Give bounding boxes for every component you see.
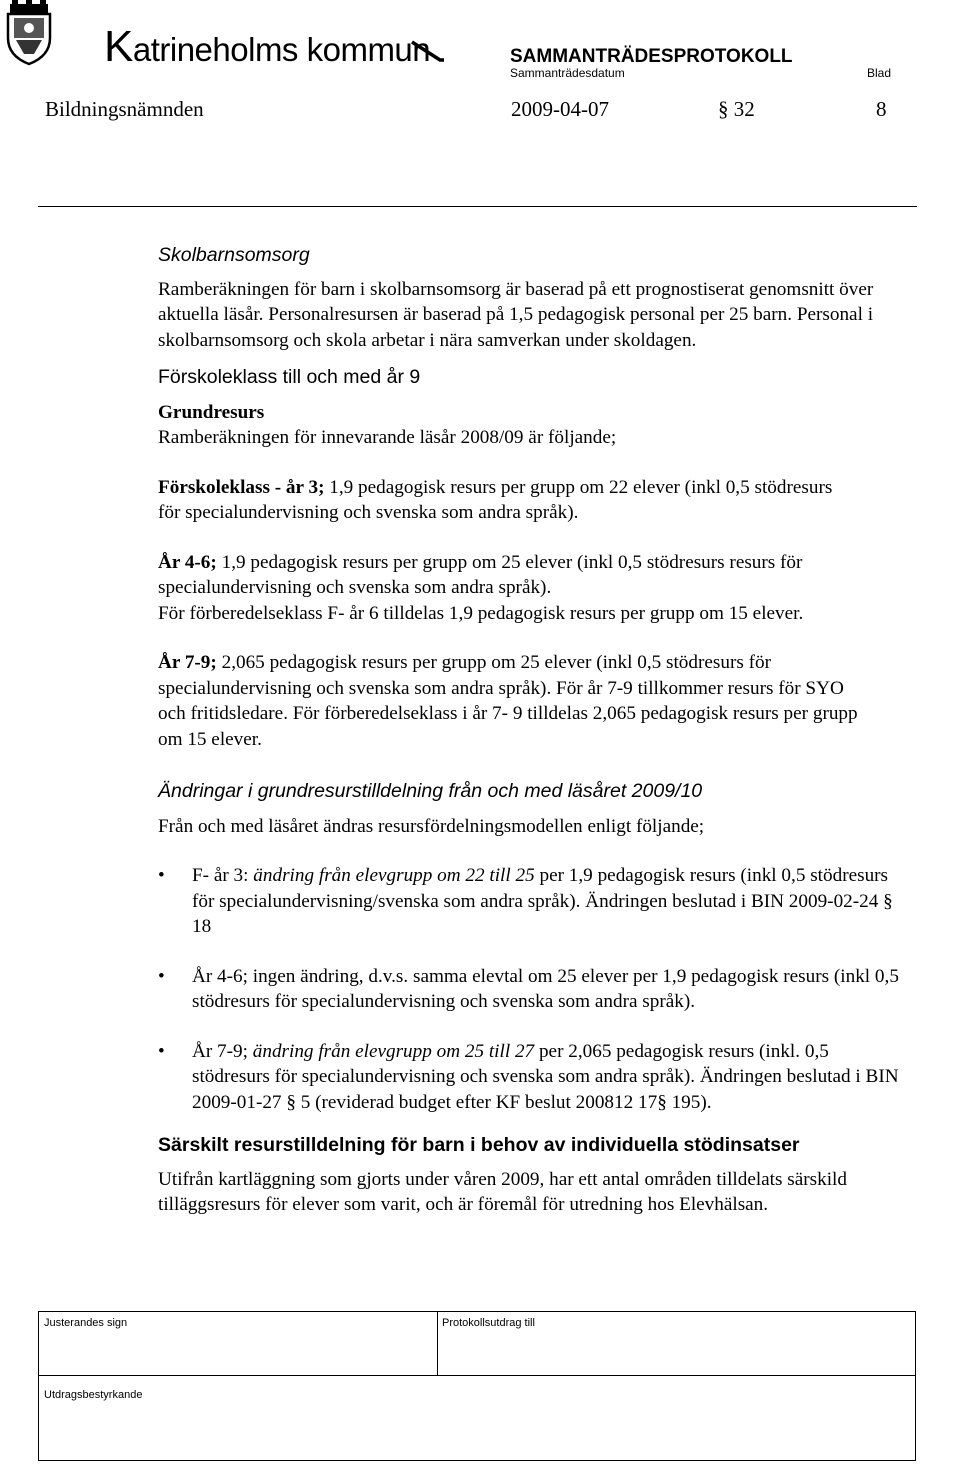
- header-divider: [38, 206, 917, 207]
- paragraph-forberedelseklass-f6: För förberedelseklass F- år 6 tilldelas 1,9 pedagogisk resurs per grupp om 15 elever.: [158, 602, 804, 624]
- signature-box-row-divider: [38, 1375, 916, 1376]
- page-label: Blad: [867, 66, 892, 80]
- justerandes-sign-label: Justerandes sign: [44, 1317, 128, 1329]
- municipal-coat-of-arms-logo: [4, 0, 54, 66]
- paragraph-andringar-intro: Från och med läsåret ändras resursfördelningsmodellen enligt följande;: [158, 815, 705, 837]
- heading-skolbarnsomsorg: Skolbarnsomsorg: [158, 244, 310, 266]
- committee-name: Bildningsnämnden: [45, 97, 204, 121]
- heading-forskoleklass: Förskoleklass till och med år 9: [158, 366, 421, 388]
- paragraph-number: § 32: [718, 97, 755, 121]
- list-item: • År 4-6; ingen ändring, d.v.s. samma elevtal om 25 elever per 1,9 pedagogisk resurs (inkl 0,5 stödresurs för specialundervisning och svenska som andra språk).: [158, 964, 908, 1015]
- paragraph-ar7-9: År 7-9; 2,065 pedagogisk resurs per grupp om 25 elever (inkl 0,5 stödresurs för specialundervisning och svenska som andra språk). För år 7-9 tillkommer resurs för SYO och fritidsledare. För förberedelseklass i år 7- 9 tilldelas 2,065 pedagogisk resurs per grupp om 15 elever.: [158, 652, 858, 750]
- subheading-grundresurs: Grundresurs: [158, 401, 265, 423]
- organization-name: Katrineholms kommun: [104, 22, 431, 71]
- heading-sarskilt-resurstilldelning: Särskilt resurstilldelning för barn i behov av individuella stödinsatser: [158, 1134, 800, 1156]
- document-type-title: SAMMANTRÄDESPROTOKOLL: [510, 46, 793, 67]
- signature-box: [38, 1311, 916, 1461]
- paragraph-sarskilt: Utifrån kartläggning som gjorts under våren 2009, har ett antal områden tilldelats särskild tilläggsresurs för elever som varit, och är föremål för utredning hos Elevhälsan.: [158, 1168, 847, 1215]
- meeting-date: 2009-04-07: [511, 97, 609, 121]
- utdragsbestyrkande-label: Utdragsbestyrkande: [44, 1389, 143, 1401]
- paragraph-forskoleklass-ar3: Förskoleklass - år 3; 1,9 pedagogisk resurs per grupp om 22 elever (inkl 0,5 stödresurs för specialundervisning och svenska som andra språk).: [158, 476, 833, 523]
- heading-andringar: Ändringar i grundresurstilldelning från och med läsåret 2009/10: [158, 780, 703, 802]
- protokollsutdrag-label: Protokollsutdrag till: [442, 1317, 535, 1329]
- logo-swoosh-mark: [410, 40, 446, 64]
- signature-box-divider: [437, 1311, 438, 1375]
- list-item: • F- år 3: ändring från elevgrupp om 22 till 25 per 1,9 pedagogisk resurs (inkl 0,5 stödresurs för specialundervisning/svenska som andra språk). Ändringen beslutad i BIN 2009-02-24 § 18: [158, 863, 908, 940]
- page-number: 8: [876, 97, 887, 121]
- meeting-date-label: Sammanträdesdatum: [510, 66, 625, 80]
- document-body: [158, 243, 918, 1218]
- paragraph-ramberakning: Ramberäkningen för innevarande läsår 2008/09 är följande;: [158, 427, 617, 448]
- list-item: • År 7-9; ändring från elevgrupp om 25 till 27 per 2,065 pedagogisk resurs (inkl. 0,5 stödresurs för specialundervisning och svenska som andra språk). Ändringen beslutad i BIN 2009-01-27 § 5 (reviderad budget efter KF beslut 200812 17§ 195).: [158, 1039, 908, 1116]
- paragraph-ar4-6: År 4-6; 1,9 pedagogisk resurs per grupp om 25 elever (inkl 0,5 stödresurs resurs för specialundervisning och svenska som andra språk).: [158, 551, 803, 598]
- change-list: [158, 863, 908, 1115]
- paragraph-skolbarnsomsorg: Ramberäkningen för barn i skolbarnsomsorg är baserad på ett prognostiserat genomsnitt över aktuella läsår. Personalresursen är baserad på 1,5 pedagogisk personal per 25 barn. Personal i skolbarnsomsorg och skola arbetar i nära samverkan under skoldagen.: [158, 278, 874, 351]
